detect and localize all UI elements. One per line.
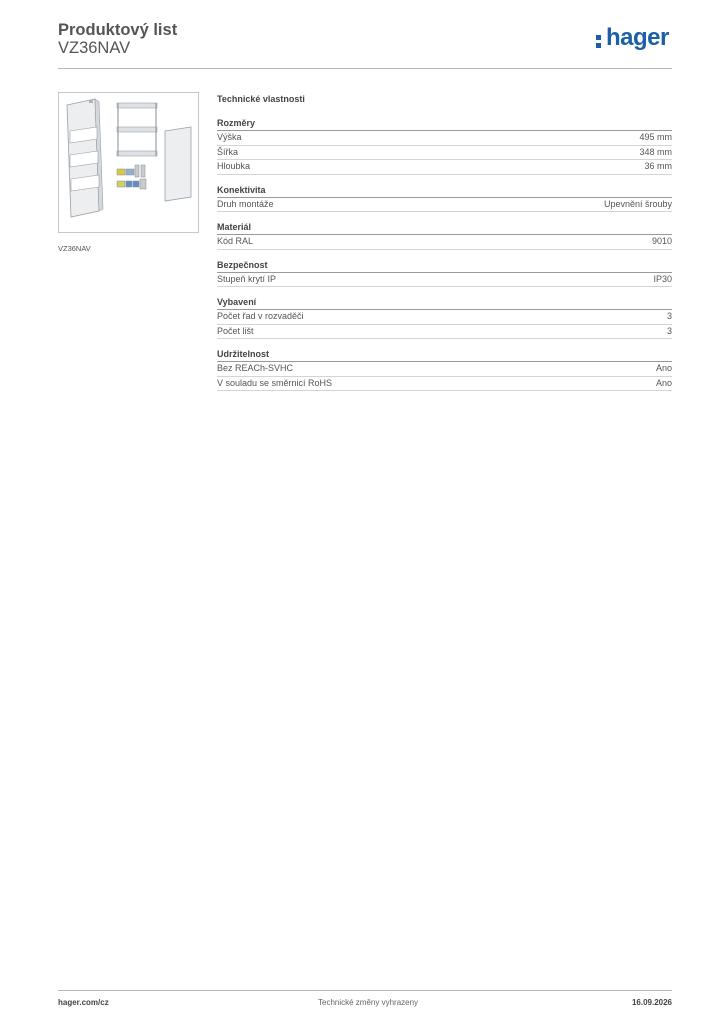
footer-website: hager.com/cz	[58, 998, 109, 1007]
spec-label: Bez REACh-SVHC	[217, 363, 294, 373]
spec-row	[217, 362, 672, 377]
spec-group-heading: Rozměry	[217, 118, 672, 131]
spec-label: Šířka	[217, 146, 239, 157]
spec-group	[217, 185, 672, 213]
header-divider	[58, 68, 672, 69]
spec-row	[217, 377, 672, 392]
footer-notice: Technické změny vyhrazeny	[318, 998, 419, 1007]
hager-logo	[594, 26, 674, 56]
product-code: VZ36NAV	[58, 39, 131, 57]
spec-group	[217, 260, 672, 288]
footer-divider	[58, 990, 672, 991]
spec-value: 36 mm	[644, 161, 672, 171]
spec-value: 9010	[651, 236, 672, 246]
specs-title: Technické vlastnosti	[217, 94, 305, 104]
spec-group-heading: Bezpečnost	[217, 260, 672, 273]
spec-value: 3	[666, 325, 672, 336]
spec-row	[217, 273, 672, 288]
spec-label: Druh montáže	[217, 198, 274, 209]
spec-group	[217, 222, 672, 250]
spec-value: 495 mm	[639, 132, 672, 142]
spec-row	[217, 235, 672, 250]
spec-row	[217, 131, 672, 146]
spec-row	[217, 325, 672, 340]
page-title: Produktový list	[58, 21, 178, 39]
spec-label: V souladu se směrnicí RoHS	[217, 377, 333, 388]
image-caption: VZ36NAV	[58, 244, 91, 253]
spec-row	[217, 160, 672, 175]
footer-date: 16.09.2026	[631, 998, 672, 1007]
spec-label: Kód RAL	[217, 236, 254, 246]
spec-label: Hloubka	[217, 161, 251, 171]
spec-group-heading: Materiál	[217, 222, 672, 235]
spec-group-heading: Udržitelnost	[217, 349, 672, 362]
brand-name: hager	[606, 24, 669, 51]
spec-group	[217, 297, 672, 339]
spec-value: Ano	[655, 377, 672, 388]
spec-value: IP30	[653, 273, 672, 284]
spec-label: Počet lišt	[217, 325, 254, 336]
spec-groups	[217, 118, 672, 391]
spec-group	[217, 118, 672, 175]
product-image	[58, 92, 199, 233]
spec-value: 348 mm	[639, 146, 672, 157]
distribution-board-kit-illustration	[59, 93, 198, 232]
spec-group-heading: Konektivita	[217, 185, 672, 198]
spec-label: Výška	[217, 132, 242, 142]
spec-value: Ano	[655, 363, 672, 373]
technical-specs	[217, 94, 672, 401]
spec-value: Upevnění šrouby	[603, 198, 672, 209]
spec-label: Počet řad v rozvaděči	[217, 311, 304, 321]
spec-value: 3	[666, 311, 672, 321]
spec-group	[217, 349, 672, 391]
spec-row	[217, 310, 672, 325]
spec-row	[217, 146, 672, 161]
spec-group-heading: Vybavení	[217, 297, 672, 310]
spec-label: Stupeň krytí IP	[217, 273, 277, 284]
spec-row	[217, 198, 672, 213]
